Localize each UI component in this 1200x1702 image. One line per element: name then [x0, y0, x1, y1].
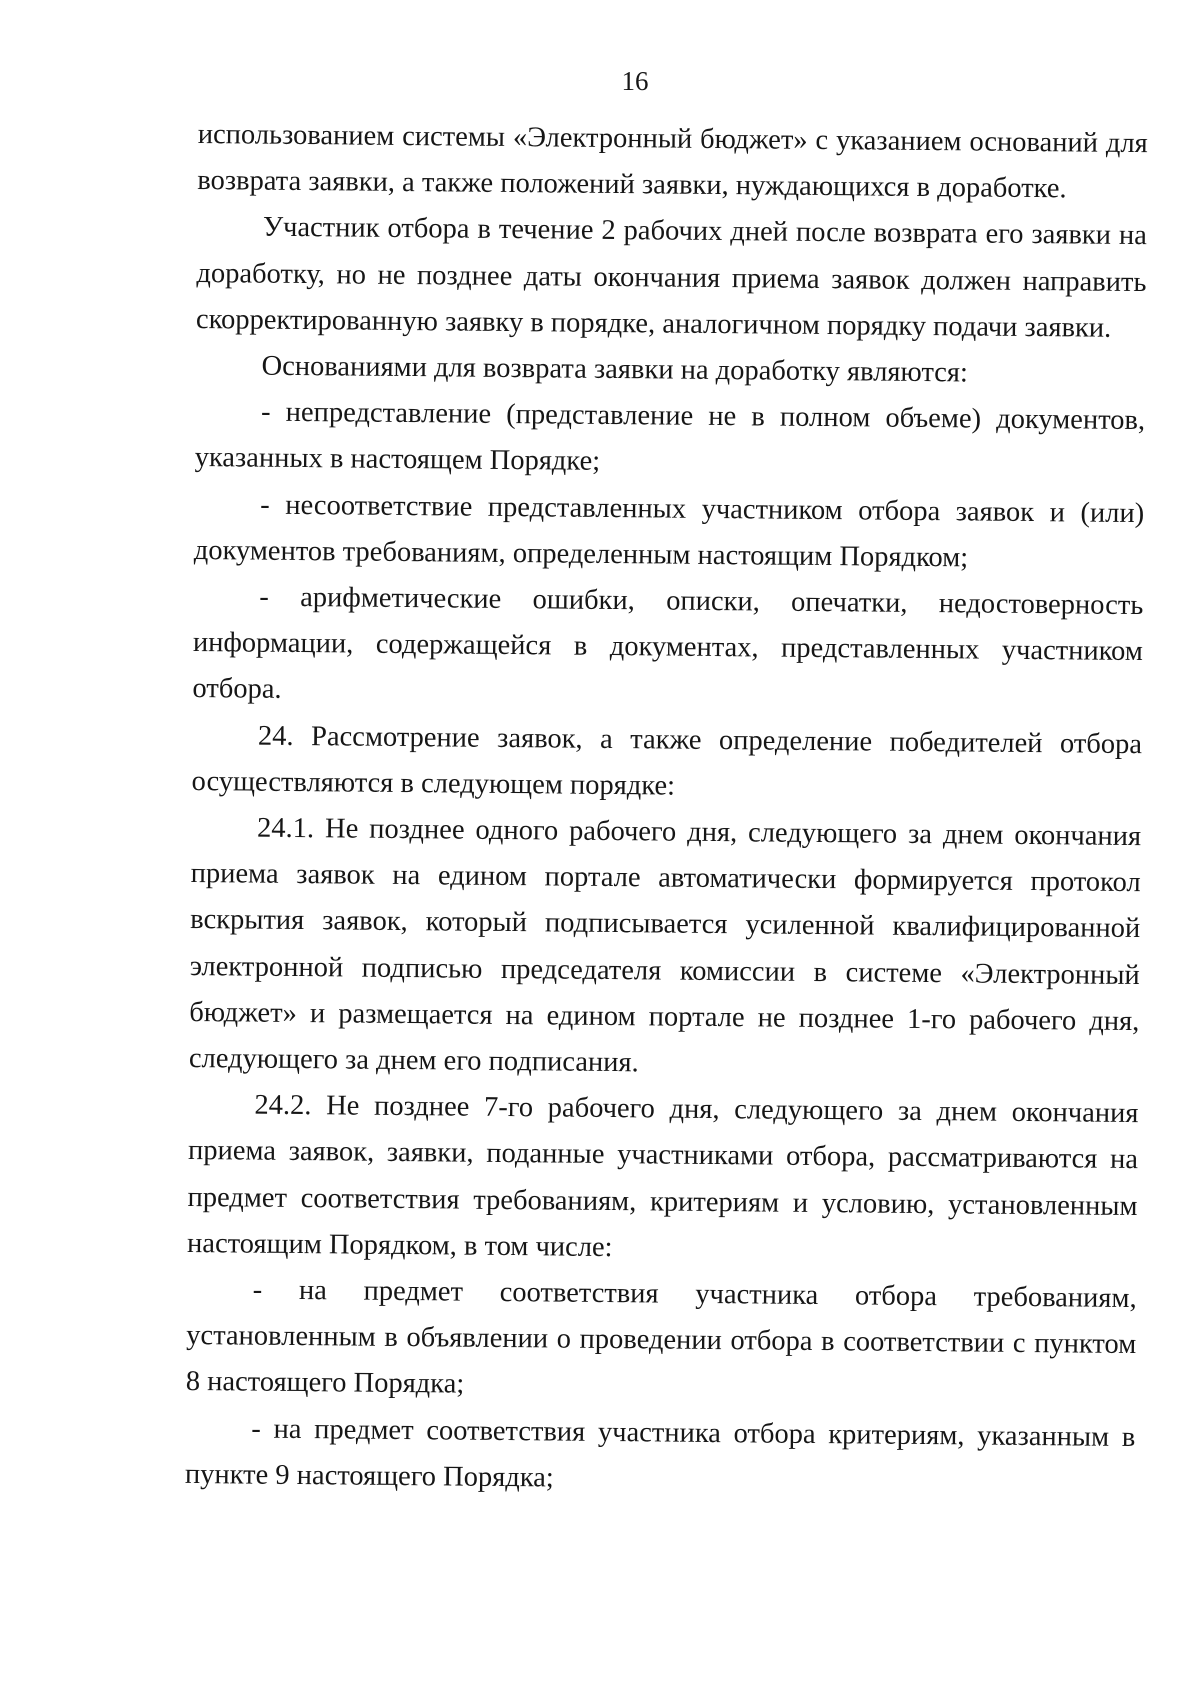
list-item-noncompliance: - несоответствие представленных участником отбора заявок и (или) документов требованиям, определенным настоящим Порядком; [193, 489, 1145, 574]
document-body [185, 112, 1148, 1507]
paragraph-section-24: 24. Рассмотрение заявок, а также определение победителей отбора осуществляются в следующем порядке: [191, 720, 1143, 802]
paragraph-section-24-2: 24.2. Не позднее 7-го рабочего дня, следующего за днем окончания приема заявок, заявки, поданные участниками отбора, рассматриваются на предмет соответствия требованиям, критериям и условию, установленным настоящим Порядком, в том числе: [186, 1089, 1139, 1263]
paragraph-continuation: использованием системы «Электронный бюджет» с указанием оснований для возврата заявки, а также положений заявки, нуждающихся в доработке. [197, 118, 1148, 205]
list-item-requirements: - на предмет соответствия участника отбора требованиям, установленным в объявлении о проведении отбора в соответствии с пунктом 8 настоящего Порядка; [185, 1274, 1137, 1401]
paragraph-section-24-1: 24.1. Не позднее одного рабочего дня, следующего за днем окончания приема заявок на едином портале автоматически формируется протокол вскрытия заявок, который подписывается усиленной квалифицированной электронной подписью председателя комиссии в системе «Электронный бюджет» и размещается на едином портале не позднее 1-го рабочего дня, следующего за днем его подписания. [188, 812, 1142, 1079]
list-item-nonsubmission: - непредставление (представление не в полном объеме) документов, указанных в настоящем Порядке; [194, 396, 1146, 478]
paragraph-participant-revision: Участник отбора в течение 2 рабочих дней после возврата его заявки на доработку, но не позднее даты окончания приема заявок должен направить скорректированную заявку в порядке, аналогичном порядку подачи заявки. [195, 212, 1148, 344]
page-number: 16 [621, 66, 649, 96]
list-item-errors: - арифметические ошибки, описки, опечатки, недостоверность информации, содержащейся в документах, представленных участником отбора. [192, 581, 1144, 706]
list-item-criteria: - на предмет соответствия участника отбора критериям, указанным в пункте 9 настоящего Порядка; [184, 1413, 1136, 1494]
paragraph-return-grounds-heading: Основаниями для возврата заявки на доработку являются: [261, 350, 969, 389]
